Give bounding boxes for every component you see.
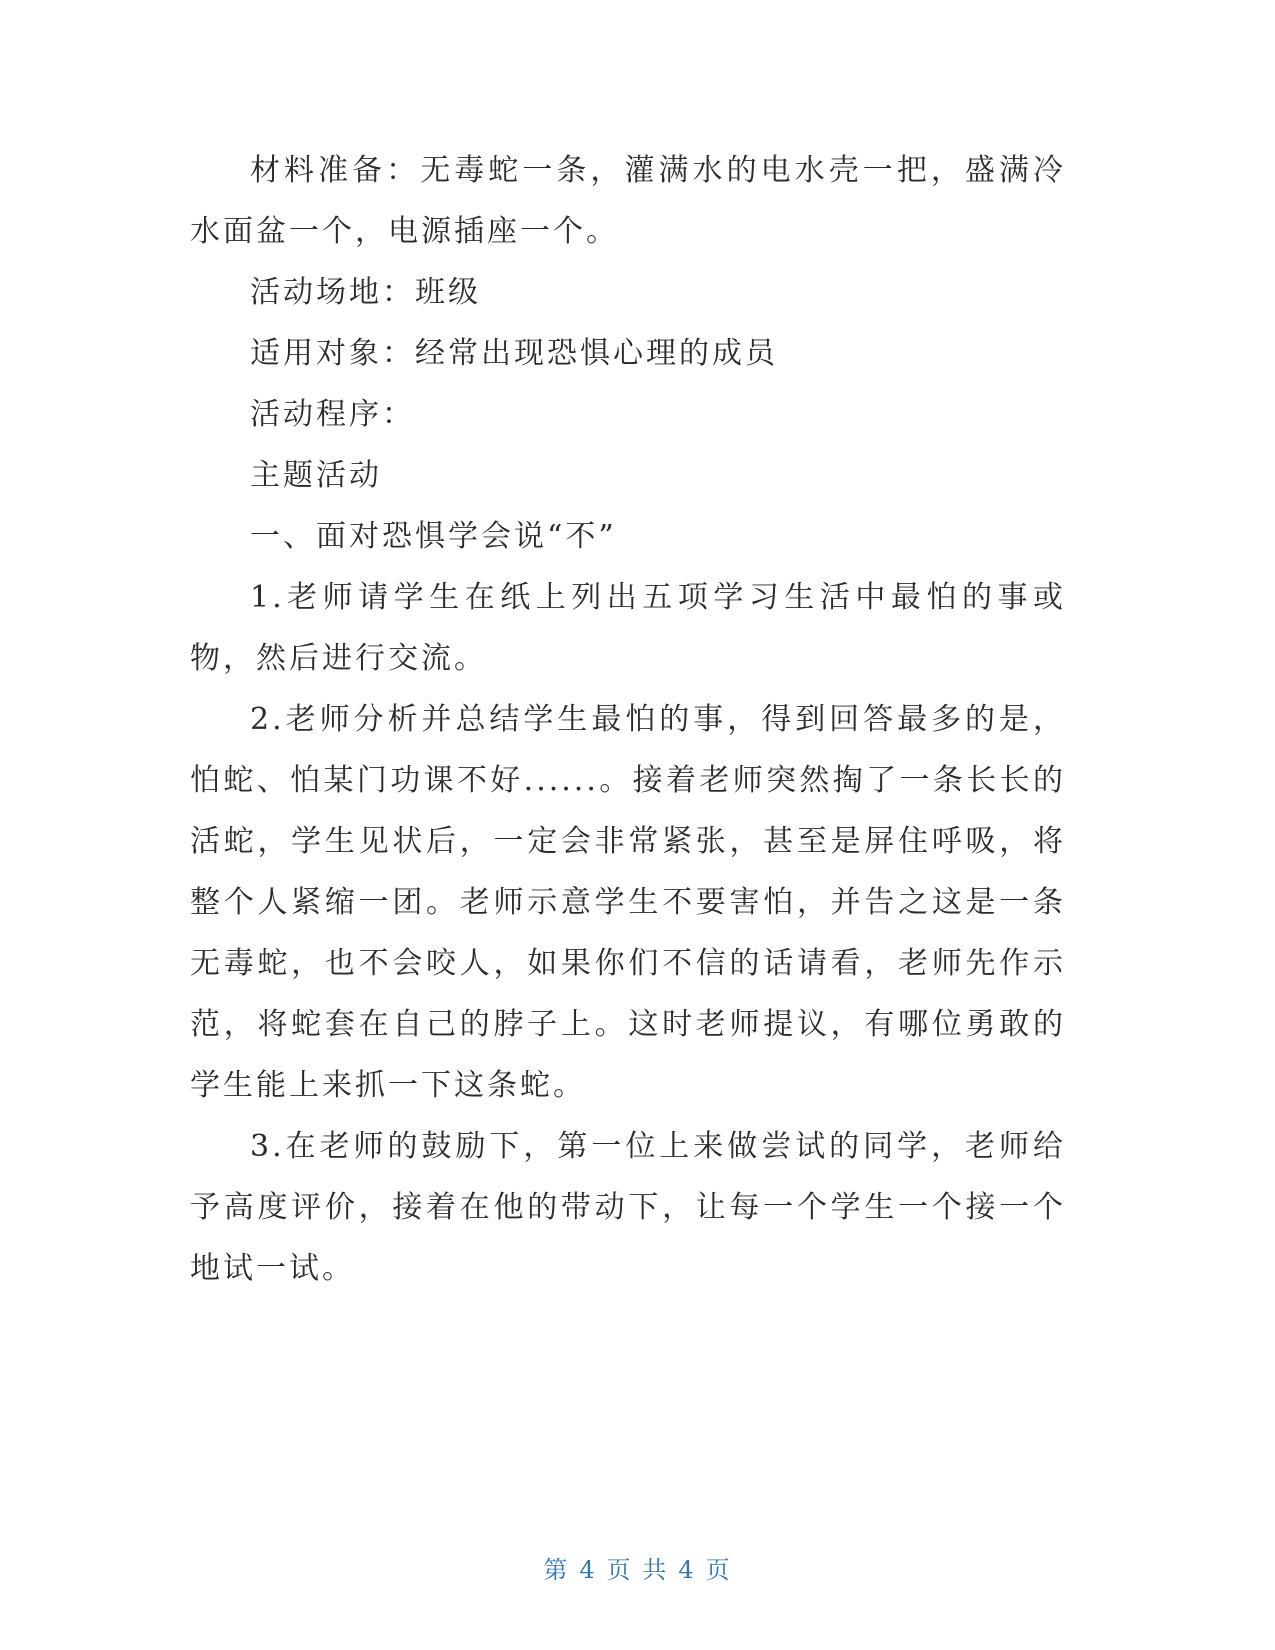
footer-suffix: 页 [705, 1556, 732, 1584]
document-body [190, 140, 1066, 1299]
paragraph-step-1: 1.老师请学生在纸上列出五项学习生活中最怕的事或物，然后进行交流。 [190, 580, 1066, 676]
paragraph-venue: 活动场地：班级 [250, 275, 481, 310]
paragraph-materials: 材料准备：无毒蛇一条，灌满水的电水壳一把，盛满冷水面盆一个，电源插座一个。 [190, 153, 1066, 249]
footer-mid: 页 共 [606, 1556, 669, 1584]
footer-prefix: 第 [543, 1556, 570, 1584]
page-footer [0, 1550, 1275, 1585]
paragraph-step-3: 3.在老师的鼓励下，第一位上来做尝试的同学，老师给予高度评价，接着在他的带动下，让每一个学生一个接一个地试一试。 [190, 1129, 1066, 1286]
paragraph-theme-heading: 主题活动 [250, 458, 382, 493]
paragraph-target: 适用对象：经常出现恐惧心理的成员 [250, 336, 778, 371]
footer-current-page: 4 [579, 1556, 597, 1584]
paragraph-step-2: 2.老师分析并总结学生最怕的事，得到回答最多的是，怕蛇、怕某门功课不好......。接着老师突然掏了一条长长的活蛇，学生见状后，一定会非常紧张，甚至是屏住呼吸，将整个人紧缩一团。老师示意学生不要害怕，并告之这是一条无毒蛇，也不会咬人，如果你们不信的话请看，老师先作示范，将蛇套在自己的脖子上。这时老师提议，有哪位勇敢的学生能上来抓一下这条蛇。 [190, 702, 1066, 1103]
footer-total-pages: 4 [678, 1556, 696, 1584]
section-heading: 一、面对恐惧学会说“不” [250, 519, 617, 554]
paragraph-procedure-heading: 活动程序： [250, 397, 415, 432]
